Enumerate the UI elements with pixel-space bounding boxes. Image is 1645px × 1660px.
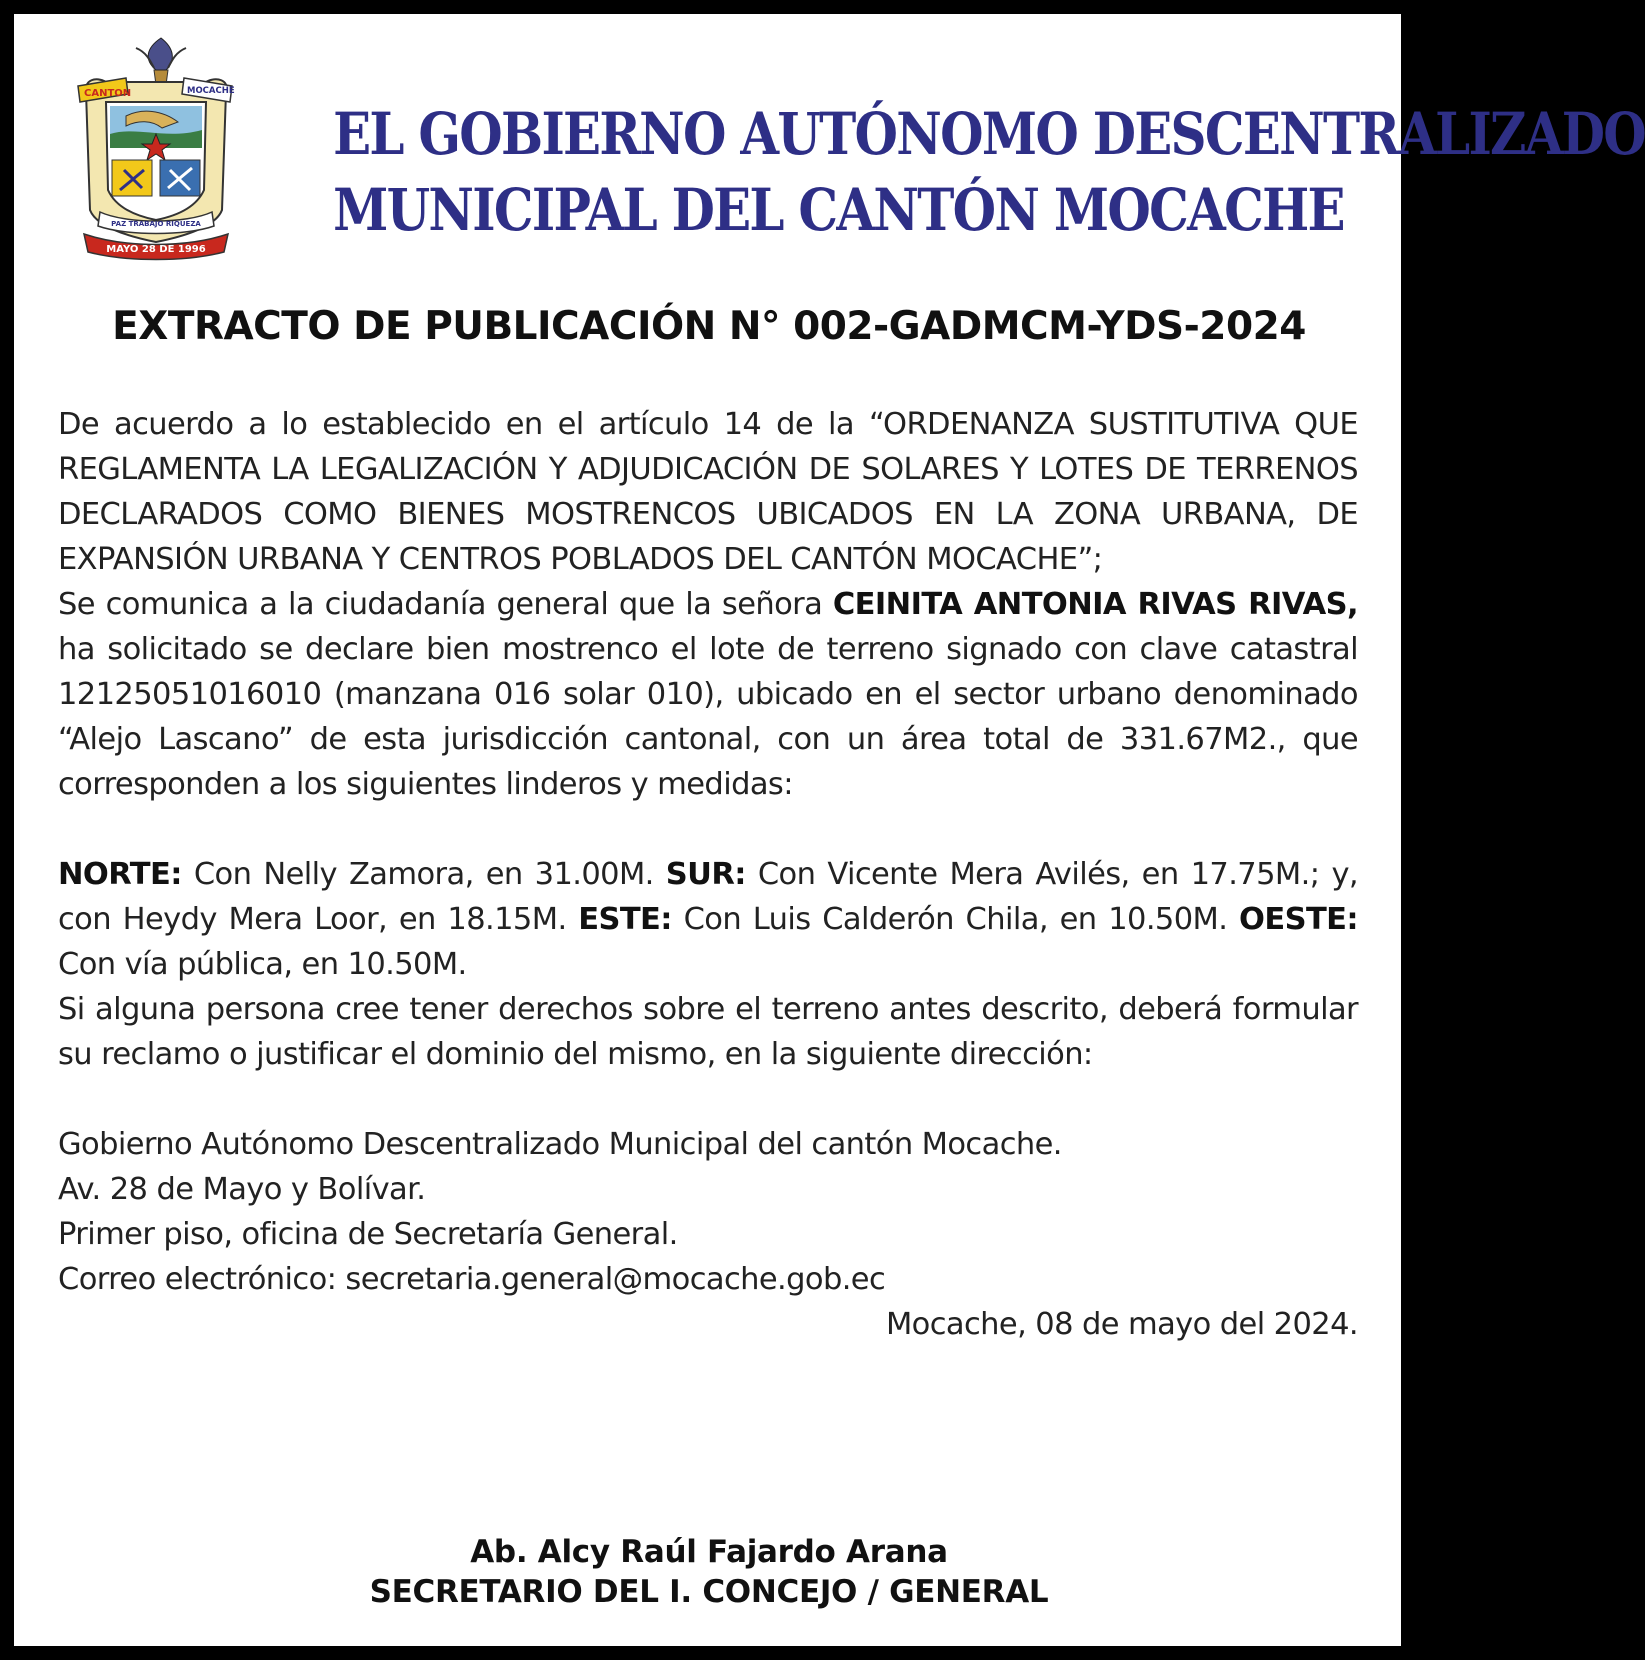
municipal-coat-of-arms-icon <box>66 30 246 262</box>
government-title-line-1: EL GOBIERNO AUTÓNOMO DESCENTRALIZADO <box>333 100 1645 168</box>
publication-notice <box>14 14 1645 1646</box>
boundaries-paragraph <box>58 852 1358 987</box>
crest-founding-date: MAYO 28 DE 1996 <box>106 244 206 255</box>
extract-title: EXTRACTO DE PUBLICACIÓN N° 002-GADMCM-YDS-2024 <box>112 304 1306 349</box>
north-label: NORTE: <box>58 857 182 892</box>
signatory-title: SECRETARIO DEL I. CONCEJO / GENERAL <box>369 1574 1049 1610</box>
east-label: ESTE: <box>578 902 672 937</box>
signatory-name: Ab. Alcy Raúl Fajardo Arana <box>470 1534 948 1570</box>
government-title-line-2: MUNICIPAL DEL CANTÓN MOCACHE <box>333 176 1344 244</box>
address-institution: Gobierno Autónomo Descentralizado Municipal del cantón Mocache. <box>58 1127 1062 1162</box>
date-line: Mocache, 08 de mayo del 2024. <box>885 1307 1358 1342</box>
south-label: SUR: <box>665 857 746 892</box>
request-details: ha solicitado se declare bien mostrenco el lote de terreno signado con clave catastral 12125051016010 (manzana 016 solar 010), ubicado en el sector urbano denominado “Alejo Lascano” de esta jurisdicción cantonal, con un área total de 331.67M2., que corresponden a los siguientes linderos y medidas: <box>58 632 1358 802</box>
crest-motto: PAZ TRABAJO RIQUEZA <box>111 220 201 228</box>
south-text: Con Vicente Mera Avilés, en 17.75M.; y, con Heydy Mera Loor, en 18.15M. <box>58 857 1358 937</box>
address-street: Av. 28 de Mayo y Bolívar. <box>58 1172 426 1207</box>
notice-body <box>58 402 1358 1347</box>
north-text: Con Nelly Zamora, en 31.00M. <box>181 857 666 892</box>
east-text: Con Luis Calderón Chila, en 10.50M. <box>671 902 1240 937</box>
address-office: Primer piso, oficina de Secretaría General. <box>58 1217 678 1252</box>
applicant-name: CEINITA ANTONIA RIVAS RIVAS, <box>832 587 1358 622</box>
request-paragraph <box>58 582 1358 807</box>
signature-block <box>44 1532 1374 1612</box>
crest-label-canton: CANTON <box>84 88 132 99</box>
request-intro: Se comunica a la ciudadanía general que la señora <box>58 587 833 622</box>
address-email: Correo electrónico: secretaria.general@mocache.gob.ec <box>58 1262 886 1297</box>
ordinance-paragraph: De acuerdo a lo establecido en el artículo 14 de la “ORDENANZA SUSTITUTIVA QUE REGLAMENTA LA LEGALIZACIÓN Y ADJUDICACIÓN DE SOLARES Y LOTES DE TERRENOS DECLARADOS COMO BIENES MOSTRENCOS UBICADOS EN LA ZONA URBANA, DE EXPANSIÓN URBANA Y CENTROS POBLADOS DEL CANTÓN MOCACHE”; <box>58 407 1358 577</box>
west-label: OESTE: <box>1239 902 1358 937</box>
government-title <box>333 96 1645 248</box>
west-text: Con vía pública, en 10.50M. <box>58 947 467 982</box>
claim-notice: Si alguna persona cree tener derechos sobre el terreno antes descrito, deberá formular su reclamo o justificar el dominio del mismo, en la siguiente dirección: <box>58 992 1358 1072</box>
crest-label-mocache: MOCACHE <box>187 86 235 96</box>
